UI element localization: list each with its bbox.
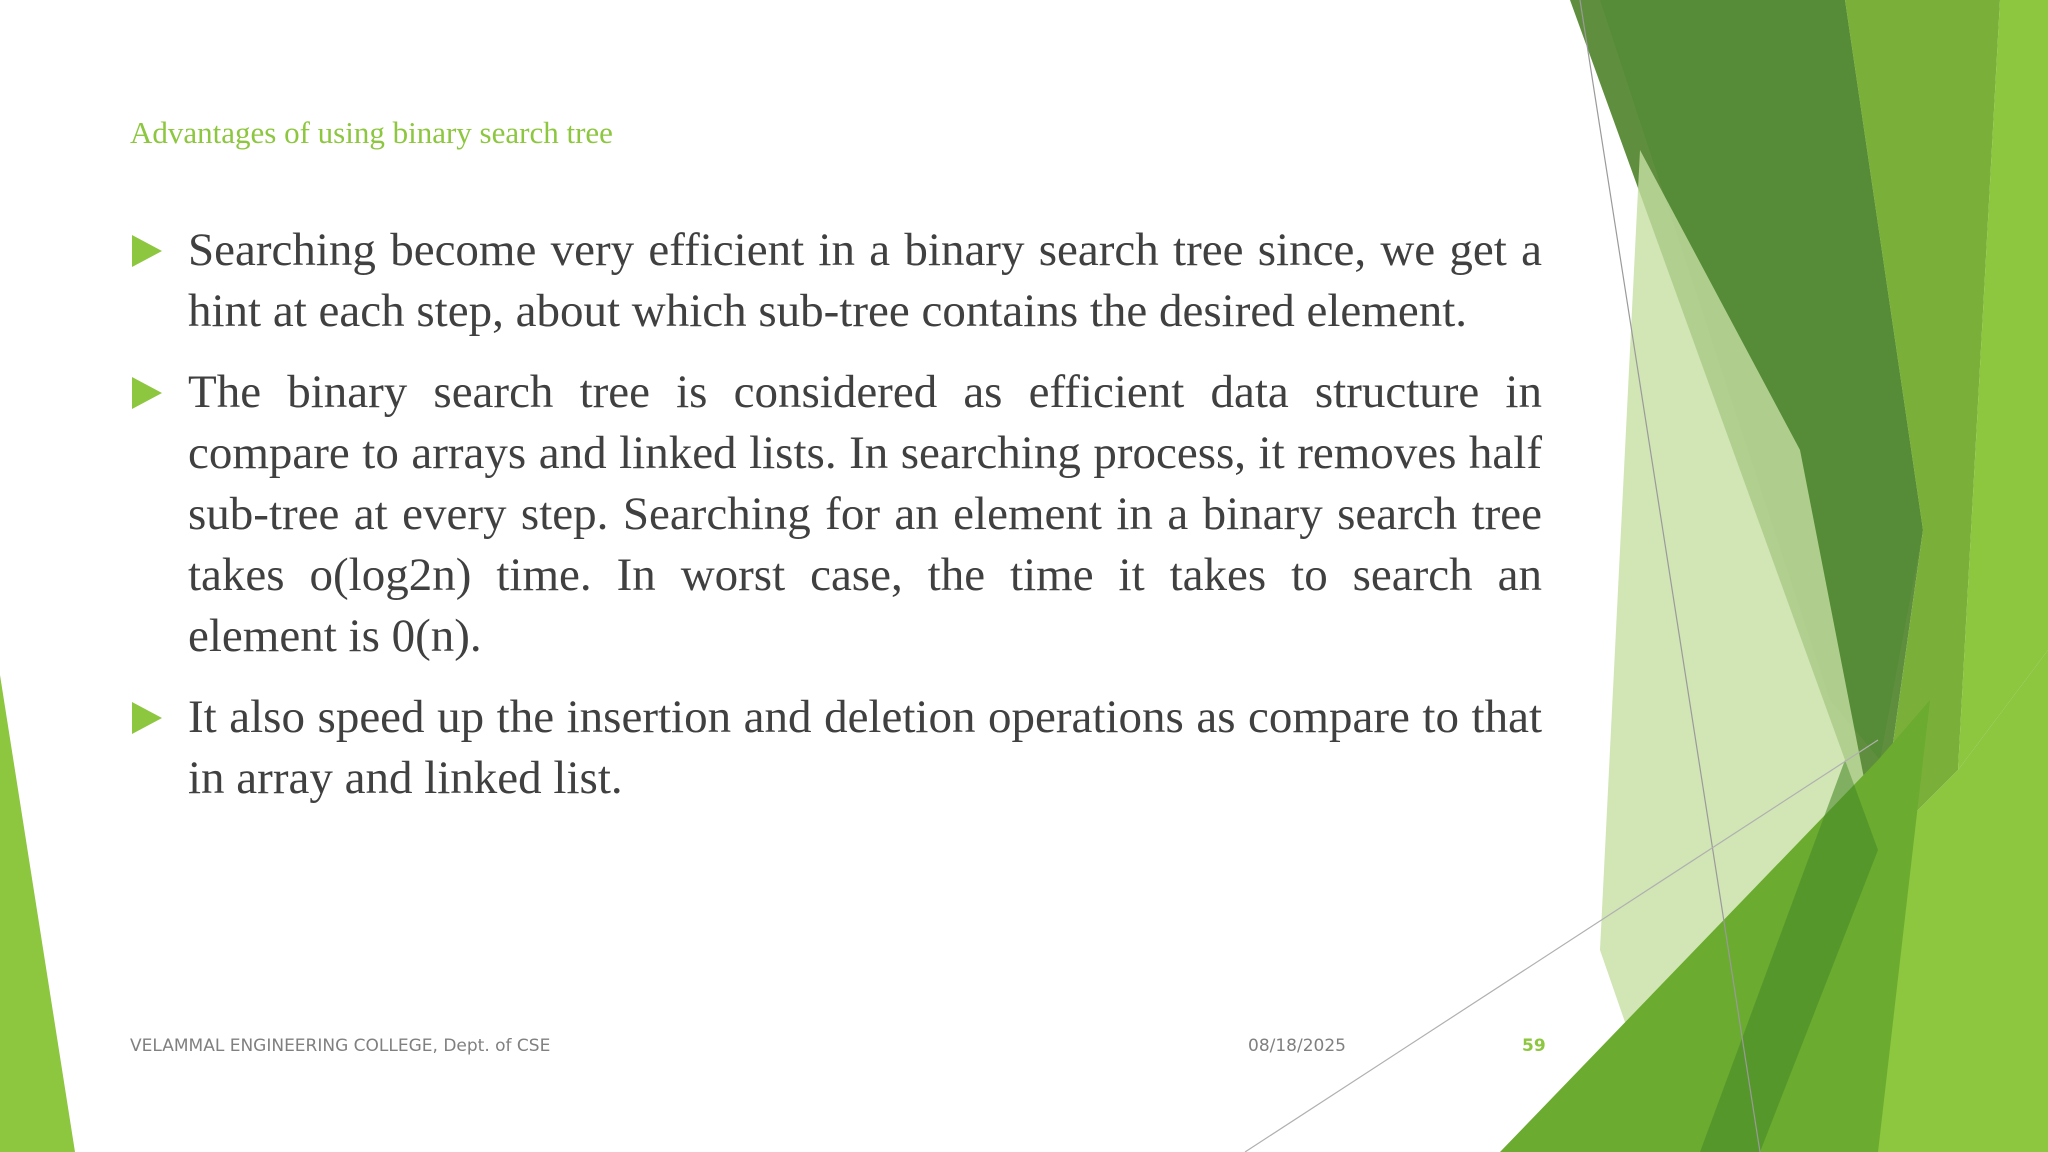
bullet-item [130, 687, 1542, 809]
bullet-item [130, 220, 1542, 342]
bullet-text: Searching become very efficient in a binary search tree since, we get a hint at each step, about which sub-tree contains the desired element. [188, 224, 1542, 337]
bullet-list [130, 220, 1542, 829]
bullet-text: It also speed up the insertion and deletion operations as compare to that in array and linked list. [188, 691, 1542, 804]
bullet-item [130, 362, 1542, 667]
footer-date: 08/18/2025 [1248, 1036, 1346, 1056]
triangle-bullet-icon [132, 235, 162, 267]
triangle-bullet-icon [132, 702, 162, 734]
slide-title: Advantages of using binary search tree [130, 115, 613, 150]
left-green-sliver [0, 675, 75, 1152]
triangle-bullet-icon [132, 377, 162, 409]
footer-organization: VELAMMAL ENGINEERING COLLEGE, Dept. of CSE [130, 1036, 551, 1056]
bullet-text: The binary search tree is considered as efficient data structure in compare to arrays and linked lists. In searching process, it removes half sub-tree at every step. Searching for an element in a binary search tree takes o(log2n) time. In worst case, the time it takes to search an element is 0(n). [188, 366, 1542, 662]
slide-number: 59 [1522, 1036, 1546, 1056]
